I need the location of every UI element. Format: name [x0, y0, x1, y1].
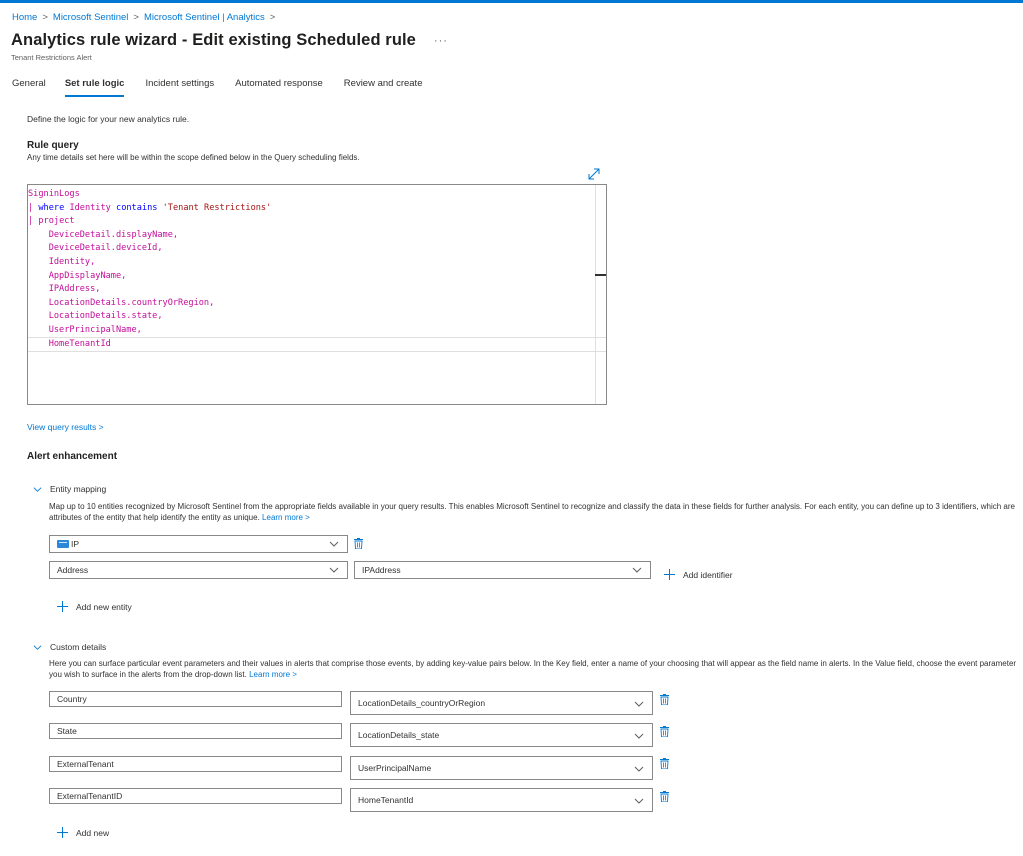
custom-detail-value: LocationDetails_state [358, 730, 440, 740]
plus-icon [57, 601, 68, 612]
trash-icon[interactable] [660, 758, 669, 769]
code-pipe: | [28, 216, 34, 227]
code-field: IPAddress, [48, 284, 101, 295]
code-line [28, 188, 606, 202]
code-line [28, 283, 606, 297]
custom-detail-value-dropdown[interactable] [350, 788, 653, 812]
custom-detail-value-dropdown[interactable] [350, 756, 653, 780]
custom-detail-value-dropdown[interactable] [350, 723, 653, 747]
breadcrumb-separator: > [42, 12, 48, 23]
tab-incident-settings[interactable]: Incident settings [145, 78, 215, 89]
code-project: project [38, 216, 75, 227]
custom-detail-value: UserPrincipalName [358, 763, 432, 773]
add-new-entity-button[interactable] [57, 601, 132, 612]
entity-mapping-title: Entity mapping [50, 484, 107, 494]
code-string: 'Tenant Restrictions' [162, 202, 272, 213]
breadcrumb-separator: > [133, 12, 139, 23]
custom-detail-key-input[interactable]: Country [49, 691, 342, 707]
view-query-results-link[interactable]: View query results > [27, 422, 104, 432]
chevron-down-icon [33, 485, 42, 494]
breadcrumb-separator: > [269, 12, 276, 23]
entity-type-value: IP [71, 539, 80, 549]
breadcrumb-sentinel[interactable]: Microsoft Sentinel [52, 12, 129, 23]
ip-entity-icon [57, 540, 69, 548]
code-pipe: | [28, 202, 34, 213]
custom-detail-value: LocationDetails_countryOrRegion [358, 698, 486, 708]
query-code [28, 185, 606, 351]
custom-details-text: Here you can surface particular event parameters and their values in alerts that comprise those events, by adding key-value pairs below. In the Key field, enter a name of your choosing that will appear as the field name in alerts. In the Value field, choose the event parameter you wish to surface in the alerts from the drop-down list. [49, 659, 1017, 679]
code-line [28, 297, 606, 311]
query-editor[interactable] [27, 184, 607, 405]
trash-icon[interactable] [660, 791, 669, 802]
code-line [28, 242, 606, 256]
custom-detail-key-input[interactable]: ExternalTenant [49, 756, 342, 772]
more-icon[interactable]: ··· [433, 34, 448, 47]
rule-query-title: Rule query [27, 140, 79, 151]
editor-cursor-marker [595, 274, 606, 276]
entity-mapping-learn-more[interactable]: Learn more > [262, 513, 310, 522]
breadcrumb-analytics[interactable]: Microsoft Sentinel | Analytics [143, 12, 265, 23]
breadcrumb [12, 12, 280, 23]
custom-detail-value: HomeTenantId [358, 795, 414, 805]
trash-icon[interactable] [354, 538, 363, 549]
add-identifier-button[interactable] [664, 569, 733, 580]
code-field: DeviceDetail.deviceId, [48, 243, 163, 254]
code-line [28, 310, 606, 324]
custom-details-learn-more[interactable]: Learn more > [249, 670, 297, 679]
custom-detail-key-input[interactable]: State [49, 723, 342, 739]
page-title: Analytics rule wizard - Edit existing Scheduled rule [11, 31, 416, 49]
tab-review-and-create[interactable]: Review and create [343, 78, 423, 89]
custom-details-title: Custom details [50, 642, 107, 652]
title-row [11, 31, 448, 50]
expand-icon[interactable] [587, 167, 601, 181]
chevron-down-icon [634, 765, 644, 773]
code-field: UserPrincipalName, [48, 324, 142, 335]
breadcrumb-home[interactable]: Home [12, 12, 38, 23]
column-dropdown[interactable] [354, 561, 651, 579]
custom-details-description [49, 658, 1019, 680]
identifier-dropdown[interactable] [49, 561, 348, 579]
code-field: LocationDetails.countryOrRegion, [48, 297, 215, 308]
code-line [28, 202, 606, 216]
tab-automated-response[interactable]: Automated response [235, 78, 323, 89]
entity-type-dropdown[interactable] [49, 535, 348, 553]
code-field: DeviceDetail.displayName, [48, 229, 179, 240]
code-field: LocationDetails.state, [48, 311, 163, 322]
code-field: AppDisplayName, [48, 270, 127, 281]
chevron-down-icon [634, 797, 644, 805]
code-field: HomeTenantId [48, 338, 111, 349]
add-new-entity-label: Add new entity [76, 601, 132, 612]
code-where-field: Identity [69, 202, 111, 213]
identifier-value: Address [57, 565, 89, 575]
page-subtitle: Tenant Restrictions Alert [11, 53, 92, 62]
tab-set-rule-logic[interactable]: Set rule logic [65, 78, 125, 97]
custom-detail-key-input[interactable]: ExternalTenantID [49, 788, 342, 804]
code-line-current [28, 338, 606, 352]
trash-icon[interactable] [660, 726, 669, 737]
code-field: Identity, [48, 256, 96, 267]
editor-scrollbar[interactable] [595, 185, 596, 404]
code-line [28, 270, 606, 284]
column-value: IPAddress [362, 565, 401, 575]
add-new-custom-detail-button[interactable] [57, 827, 109, 838]
add-new-label: Add new [76, 827, 110, 838]
code-table: SigninLogs [28, 189, 80, 199]
wizard-tabs [12, 78, 443, 97]
chevron-down-icon [33, 643, 42, 652]
chevron-down-icon [632, 566, 642, 574]
entity-mapping-description [49, 501, 1019, 523]
intro-text: Define the logic for your new analytics rule. [27, 114, 190, 124]
chevron-down-icon [329, 540, 339, 548]
entity-mapping-toggle[interactable] [33, 484, 106, 494]
custom-details-toggle[interactable] [33, 642, 106, 652]
chevron-down-icon [329, 566, 339, 574]
top-accent-bar [0, 0, 1023, 3]
code-line [28, 215, 606, 229]
plus-icon [664, 569, 675, 580]
alert-enhancement-title: Alert enhancement [27, 451, 118, 462]
chevron-down-icon [634, 732, 644, 740]
code-line [28, 324, 606, 338]
trash-icon[interactable] [660, 694, 669, 705]
plus-icon [57, 827, 68, 838]
chevron-down-icon [634, 700, 644, 708]
rule-query-description: Any time details set here will be within the scope defined below in the Query scheduling fields. [27, 153, 360, 162]
code-contains: contains [116, 202, 158, 213]
tab-general[interactable]: General [12, 78, 46, 89]
custom-detail-value-dropdown[interactable] [350, 691, 653, 715]
entity-mapping-text: Map up to 10 entities recognized by Microsoft Sentinel from the appropriate fields available in your query results. This enables Microsoft Sentinel to recognize and classify the data in these fields for further analysis. For each entity, you can define up to 3 identifiers, which are attributes of the entity that help identify the entity as unique. [49, 502, 1015, 522]
code-where: where [38, 202, 65, 213]
add-identifier-label: Add identifier [683, 569, 733, 580]
code-line [28, 256, 606, 270]
code-line [28, 229, 606, 243]
